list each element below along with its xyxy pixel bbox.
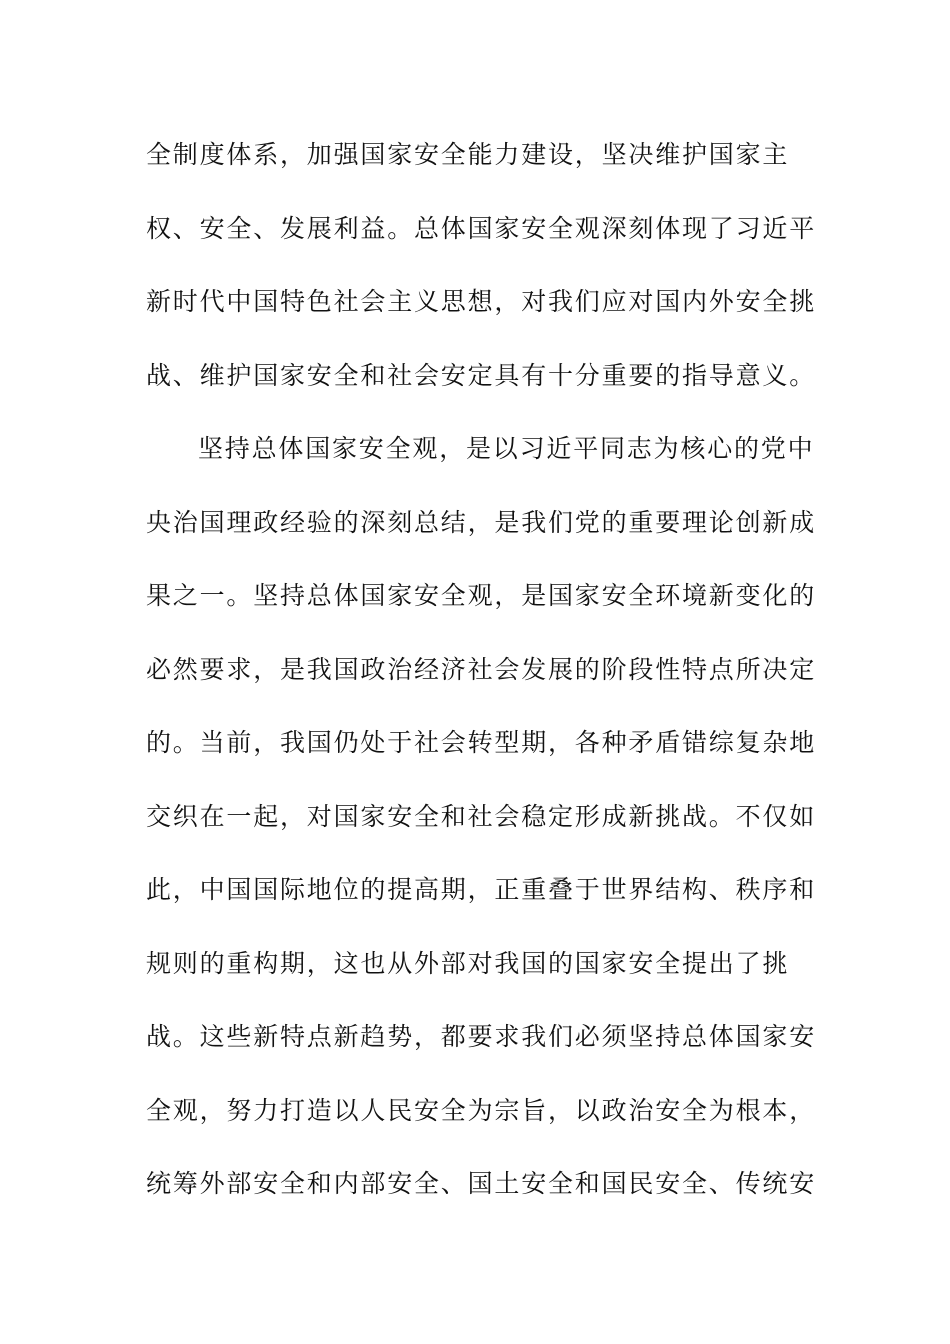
text-line: 全制度体系，加强国家安全能力建设，坚决维护国家主: [146, 140, 790, 169]
paragraph-start-line: 坚持总体国家安全观，是以习近平同志为核心的党中: [198, 434, 815, 463]
text-line: 交织在一起，对国家安全和社会稳定形成新挑战。不仅如: [146, 801, 817, 831]
text-line: 央治国理政经验的深刻总结，是我们党的重要理论创新成: [146, 507, 817, 537]
text-line: 果之一。坚持总体国家安全观，是国家安全环境新变化的: [146, 581, 817, 610]
text-line: 权、安全、发展利益。总体国家安全观深刻体现了习近平: [146, 213, 817, 243]
text-line: 战。这些新特点新趋势，都要求我们必须坚持总体国家安: [146, 1022, 817, 1051]
text-line: 的。当前，我国仍处于社会转型期，各种矛盾错综复杂地: [146, 728, 817, 757]
text-line: 新时代中国特色社会主义思想，对我们应对国内外安全挑: [146, 287, 817, 316]
text-line: 规则的重构期，这也从外部对我国的国家安全提出了挑: [146, 948, 790, 978]
body-text: [146, 130, 817, 1233]
text-line: 统筹外部安全和内部安全、国土安全和国民安全、传统安: [146, 1169, 817, 1198]
text-line: 全观，努力打造以人民安全为宗旨，以政治安全为根本，: [146, 1095, 817, 1125]
text-line: 此，中国国际地位的提高期，正重叠于世界结构、秩序和: [146, 875, 817, 904]
text-line: 必然要求，是我国政治经济社会发展的阶段性特点所决定: [146, 654, 817, 684]
text-line: 战、维护国家安全和社会安定具有十分重要的指导意义。: [146, 360, 817, 390]
